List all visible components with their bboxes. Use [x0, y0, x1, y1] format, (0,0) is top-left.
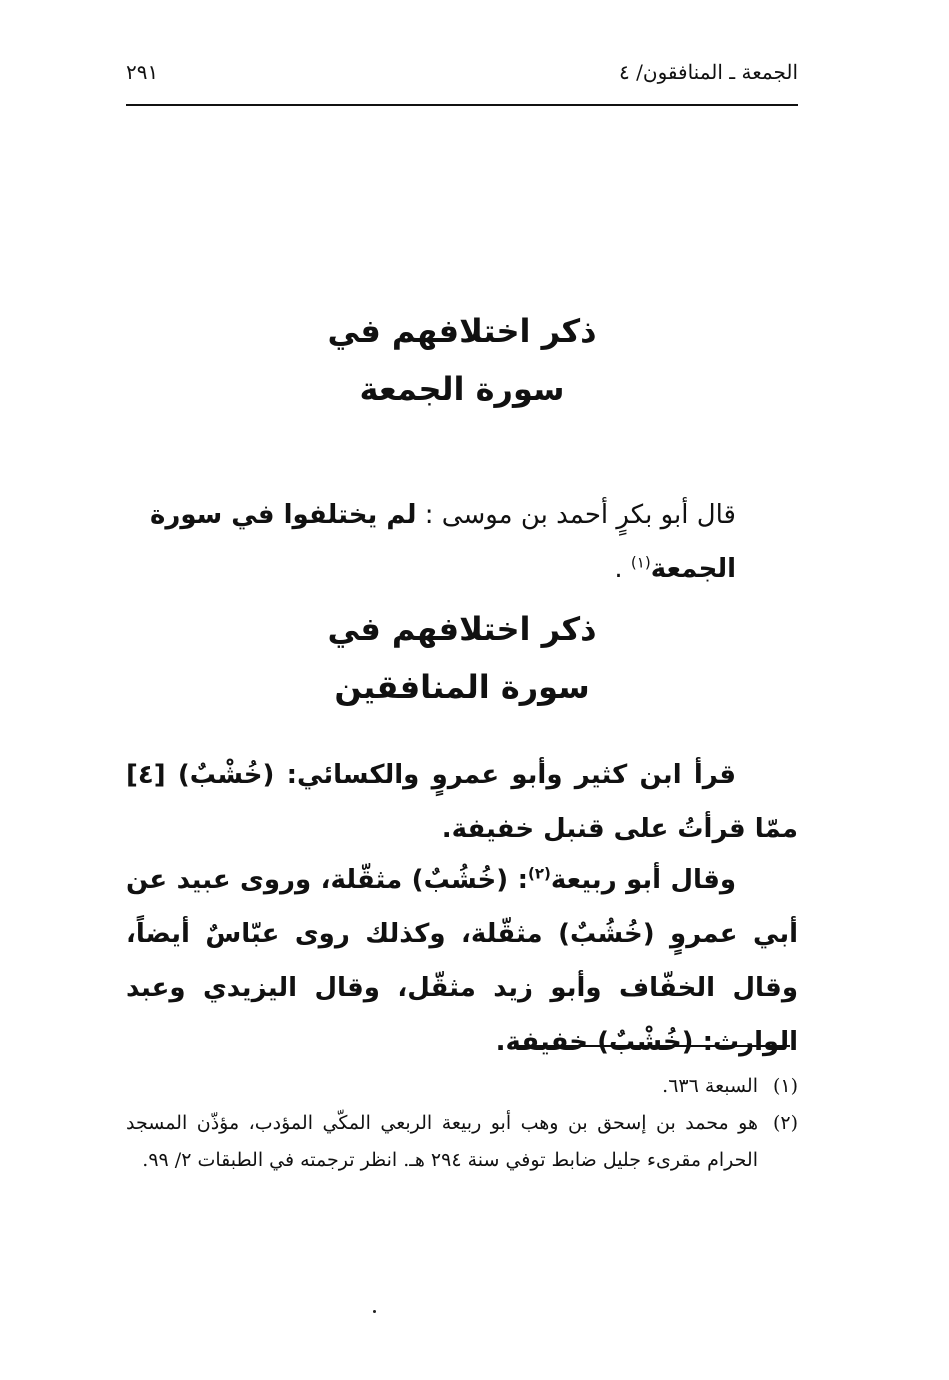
footnote-ref-2[interactable]: (٢) — [528, 864, 551, 883]
running-header — [126, 56, 798, 90]
paragraph-end: . — [614, 554, 631, 584]
paragraph-qiraah-1: قرأ ابن كثير وأبو عمروٍ والكسائي: (خُشْبٌ) [٤] ممّا قرأتُ على قنبل خفيفة. — [126, 760, 798, 844]
paragraph-qiraah-2 — [126, 853, 798, 1069]
heading-line-2: سورة المنافقين — [334, 668, 590, 706]
footnote-text: هو محمد بن إسحق بن وهب أبو ربيعة الربعي المكّي المؤدب، مؤذّن المسجد الحرام مقرىء جليل ضابط توفي سنة ٢٩٤ هـ. انظر ترجمته في الطبقات ٢/ ٩٩. — [126, 1112, 758, 1171]
footnote-text: السبعة ٦٣٦. — [662, 1075, 758, 1097]
paragraph-text: قال أبو بكرٍ أحمد بن موسى : — [416, 500, 736, 530]
footnote-number: (٢) — [772, 1112, 798, 1134]
print-speck — [373, 1310, 376, 1313]
footnote-ref-1[interactable]: (١) — [630, 553, 651, 572]
page-number: ٢٩١ — [126, 60, 159, 84]
paragraph-bold-text: لم يختلفوا في سورة الجمعة — [150, 500, 736, 584]
footnote-rule — [514, 1045, 790, 1047]
section-heading-munafiqun — [126, 600, 798, 716]
heading-line-2: سورة الجمعة — [359, 370, 565, 408]
heading-line-1: ذكر اختلافهم في — [327, 312, 597, 350]
footnotes — [126, 1068, 798, 1179]
paragraph-jumuah — [126, 488, 798, 596]
section-heading-jumuah — [126, 302, 798, 418]
running-title: الجمعة ـ المنافقون/ ٤ — [619, 60, 798, 84]
footnote-item — [126, 1068, 798, 1105]
header-rule — [126, 104, 798, 106]
footnote-item — [126, 1105, 798, 1179]
footnote-number: (١) — [772, 1075, 798, 1097]
paragraph-rest: : (خُشُبٌ) مثقّلة، وروى عبيد عن أبي عمروٍ (خُشُبٌ) مثقّلة، وكذلك روى عبّاسٌ أيضاً، وقال الخفّاف وأبو زيد مثقّل، وقال اليزيدي وعبد الوارث: (خُشْبٌ) خفيفة. — [126, 865, 798, 1057]
heading-line-1: ذكر اختلافهم في — [327, 610, 597, 648]
paragraph-start: وقال أبو ربيعة — [550, 865, 737, 895]
